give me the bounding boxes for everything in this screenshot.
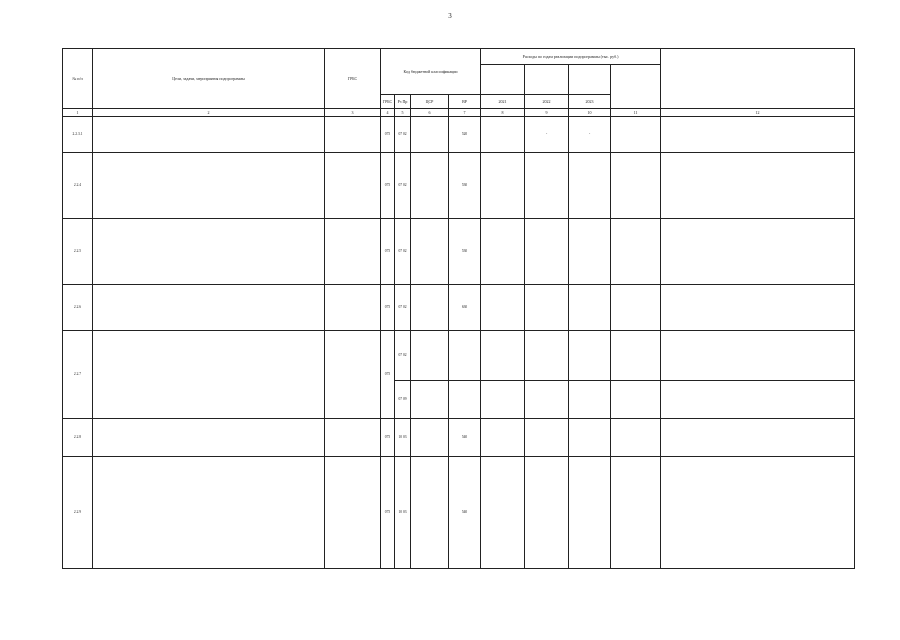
header-kbk-csr: ЦСР bbox=[411, 95, 449, 109]
row-expense-2022 bbox=[525, 381, 569, 419]
header-num: № п/п bbox=[63, 49, 93, 109]
row-num: 2.2.4 bbox=[63, 153, 93, 219]
row-expense-2021 bbox=[481, 117, 525, 153]
row-expense-2021 bbox=[481, 219, 525, 285]
row-kbk-csr bbox=[411, 219, 449, 285]
row-expense-2023: - bbox=[569, 117, 611, 153]
subprogram-measures-table bbox=[62, 48, 855, 569]
row-expense-2023 bbox=[569, 285, 611, 331]
row-kbk-vr: 520 bbox=[449, 117, 481, 153]
row-expense-2023 bbox=[569, 419, 611, 457]
row-kbk-csr bbox=[411, 331, 449, 381]
row-kbk-vr bbox=[449, 331, 481, 381]
col-number: 10 bbox=[569, 109, 611, 117]
row-kbk-vr: 540 bbox=[449, 457, 481, 569]
table-row bbox=[63, 153, 855, 219]
header-year-2022: 2022 bbox=[525, 95, 569, 109]
row-grbs bbox=[325, 153, 381, 219]
col-number: 12 bbox=[661, 109, 855, 117]
col-number: 3 bbox=[325, 109, 381, 117]
row-kbk-csr bbox=[411, 285, 449, 331]
row-num: 2.2.5 bbox=[63, 219, 93, 285]
row-kbk-grbs: 075 bbox=[381, 153, 395, 219]
row-kbk-csr bbox=[411, 457, 449, 569]
row-result bbox=[661, 331, 855, 381]
row-kbk-csr bbox=[411, 381, 449, 419]
row-result bbox=[661, 153, 855, 219]
row-grbs bbox=[325, 117, 381, 153]
row-grbs bbox=[325, 457, 381, 569]
row-kbk-csr bbox=[411, 117, 449, 153]
row-expense-2022: - bbox=[525, 117, 569, 153]
row-kbk-rzpr: 07 02 bbox=[395, 331, 411, 381]
row-expense-2021 bbox=[481, 419, 525, 457]
row-kbk-vr: 530 bbox=[449, 219, 481, 285]
row-expense-2022 bbox=[525, 419, 569, 457]
row-result bbox=[661, 117, 855, 153]
row-expense-total bbox=[611, 331, 661, 381]
row-kbk-vr: 530 bbox=[449, 153, 481, 219]
header-expenses: Расходы по годам реализации подпрограммы (тыс. руб.) bbox=[481, 49, 661, 65]
row-grbs bbox=[325, 219, 381, 285]
row-kbk-rzpr: 10 03 bbox=[395, 457, 411, 569]
row-goal bbox=[93, 219, 325, 285]
header-goal: Цели, задачи, мероприятия подпрограммы bbox=[93, 49, 325, 109]
header-kbk-rzpr: Рз Пр bbox=[395, 95, 411, 109]
header-kbk: Код бюджетной классификации bbox=[381, 49, 481, 95]
row-kbk-vr bbox=[449, 381, 481, 419]
row-num: 2.2.8 bbox=[63, 419, 93, 457]
row-expense-2021 bbox=[481, 285, 525, 331]
row-kbk-rzpr: 07 02 bbox=[395, 117, 411, 153]
row-result bbox=[661, 457, 855, 569]
table-row bbox=[63, 419, 855, 457]
row-expense-2023 bbox=[569, 153, 611, 219]
row-expense-2021 bbox=[481, 331, 525, 381]
row-expense-2022 bbox=[525, 219, 569, 285]
row-num: 2.2.3.1 bbox=[63, 117, 93, 153]
row-num: 2.2.7 bbox=[63, 331, 93, 419]
row-goal bbox=[93, 419, 325, 457]
row-result bbox=[661, 285, 855, 331]
col-number: 2 bbox=[93, 109, 325, 117]
row-expense-2021 bbox=[481, 457, 525, 569]
row-result bbox=[661, 219, 855, 285]
header-year-label-2 bbox=[525, 65, 569, 95]
header-year-label-total bbox=[611, 65, 661, 109]
col-number: 6 bbox=[411, 109, 449, 117]
row-expense-2022 bbox=[525, 457, 569, 569]
col-number: 8 bbox=[481, 109, 525, 117]
row-kbk-rzpr: 07 02 bbox=[395, 285, 411, 331]
col-number: 1 bbox=[63, 109, 93, 117]
header-kbk-vr: ВР bbox=[449, 95, 481, 109]
row-expense-2023 bbox=[569, 331, 611, 381]
row-expense-2023 bbox=[569, 457, 611, 569]
row-expense-2022 bbox=[525, 153, 569, 219]
row-goal bbox=[93, 285, 325, 331]
row-kbk-rzpr: 07 02 bbox=[395, 219, 411, 285]
page-number: 3 bbox=[448, 12, 452, 20]
row-expense-total bbox=[611, 457, 661, 569]
table-row bbox=[63, 117, 855, 153]
header-result bbox=[661, 49, 855, 109]
row-kbk-grbs: 075 bbox=[381, 419, 395, 457]
table-row bbox=[63, 331, 855, 381]
row-goal bbox=[93, 457, 325, 569]
row-expense-total bbox=[611, 381, 661, 419]
header-year-label-1 bbox=[481, 65, 525, 95]
row-expense-2023 bbox=[569, 381, 611, 419]
row-kbk-grbs: 075 bbox=[381, 457, 395, 569]
row-result bbox=[661, 419, 855, 457]
col-number: 4 bbox=[381, 109, 395, 117]
row-expense-2021 bbox=[481, 381, 525, 419]
row-grbs bbox=[325, 331, 381, 419]
header-row-1 bbox=[63, 49, 855, 65]
header-year-2021: 2021 bbox=[481, 95, 525, 109]
col-number: 9 bbox=[525, 109, 569, 117]
row-goal bbox=[93, 117, 325, 153]
row-kbk-csr bbox=[411, 419, 449, 457]
row-expense-total bbox=[611, 219, 661, 285]
row-kbk-rzpr: 07 09 bbox=[395, 381, 411, 419]
row-goal bbox=[93, 331, 325, 419]
column-number-row bbox=[63, 109, 855, 117]
row-kbk-vr: 540 bbox=[449, 419, 481, 457]
row-kbk-rzpr: 07 02 bbox=[395, 153, 411, 219]
col-number: 5 bbox=[395, 109, 411, 117]
table-row bbox=[63, 219, 855, 285]
row-expense-total bbox=[611, 117, 661, 153]
table-row bbox=[63, 285, 855, 331]
row-kbk-grbs: 075 bbox=[381, 219, 395, 285]
row-num: 2.2.9 bbox=[63, 457, 93, 569]
row-kbk-grbs: 075 bbox=[381, 331, 395, 419]
row-goal bbox=[93, 153, 325, 219]
table-row bbox=[63, 457, 855, 569]
header-kbk-grbs: ГРБС bbox=[381, 95, 395, 109]
row-expense-2021 bbox=[481, 153, 525, 219]
document-sheet bbox=[62, 48, 854, 632]
row-expense-2023 bbox=[569, 219, 611, 285]
header-year-label-3 bbox=[569, 65, 611, 95]
row-kbk-grbs: 075 bbox=[381, 117, 395, 153]
row-expense-2022 bbox=[525, 285, 569, 331]
col-number: 7 bbox=[449, 109, 481, 117]
row-kbk-vr: 630 bbox=[449, 285, 481, 331]
header-year-2023: 2023 bbox=[569, 95, 611, 109]
row-kbk-csr bbox=[411, 153, 449, 219]
row-expense-2022 bbox=[525, 331, 569, 381]
row-expense-total bbox=[611, 285, 661, 331]
row-kbk-grbs: 075 bbox=[381, 285, 395, 331]
row-expense-total bbox=[611, 153, 661, 219]
row-grbs bbox=[325, 285, 381, 331]
row-grbs bbox=[325, 419, 381, 457]
row-result bbox=[661, 381, 855, 419]
header-grbs: ГРБС bbox=[325, 49, 381, 109]
row-expense-total bbox=[611, 419, 661, 457]
col-number: 11 bbox=[611, 109, 661, 117]
row-num: 2.2.6 bbox=[63, 285, 93, 331]
row-kbk-rzpr: 10 03 bbox=[395, 419, 411, 457]
